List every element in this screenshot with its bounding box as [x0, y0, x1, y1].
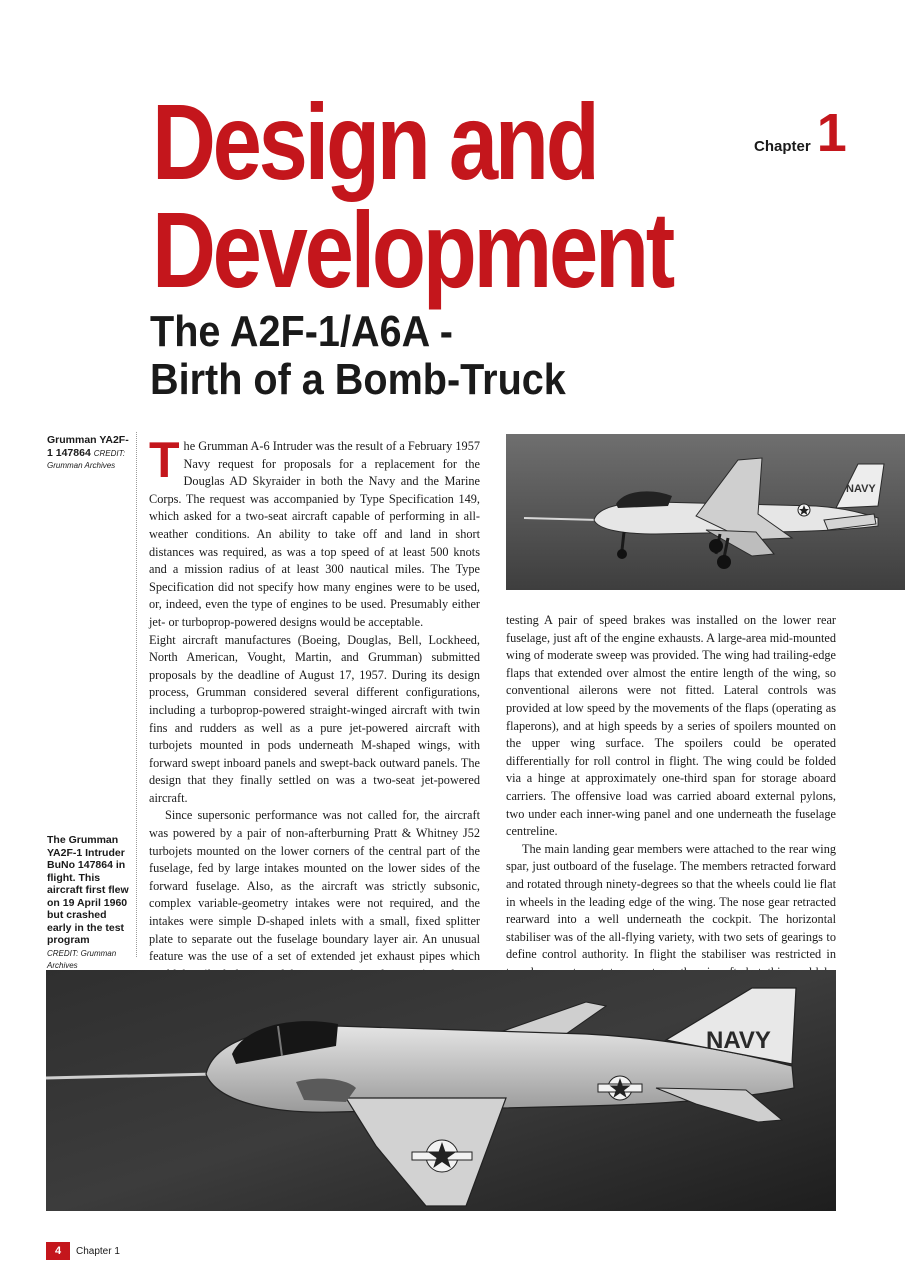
body-column-2 [506, 612, 836, 999]
subtitle-line-2: Birth of a Bomb-Truck [150, 355, 566, 404]
subtitle-line-1: The A2F-1/A6A - [150, 307, 453, 356]
paragraph-2: Eight aircraft manufactures (Boeing, Douglas, Bell, Lockheed, North American, Vought, Martin, and Grumman) submitted proposals by the deadline of August 17, 1957. During its design process, Grumman considered several different configurations, including a turboprop-powered straight-winged aircraft with twin fins and rudders as well as a pure jet-powered aircraft with turbojets mounted in pods underneath M-shaped wings, with forward swept inboard panels and swept-back outward panels. The design that they finally settled on was a two-seat jet-powered aircraft. [149, 632, 480, 805]
caption-top-credit: CREDIT: Grumman Archives [47, 448, 126, 470]
paragraph-1 [149, 432, 480, 632]
paragraph-4: testing A pair of speed brakes was installed on the lower rear fuselage, just aft of the engine exhausts. A large-area mid-mounted wing of moderate sweep was provided. The wing had trailing-edge flaps that extended over almost the entire length of the wing, so conventional ailerons were not fitted. Lateral controls was provided at low speed by the movements of the flaps (operating as flaperons), and at high speeds by a series of spoilers mounted on the upper wing surface. The spoilers could be operated differentially for roll control in flight. The wing could be folded via a hinge at approximately one-third span for storage aboard carriers. The offensive load was carried aboard external pylons, two under each inner-wing panel and one underneath the fuselage centreline. [506, 613, 836, 839]
body-column-1 [149, 432, 480, 1019]
title-line-1: Design and [152, 81, 597, 202]
caption-bottom [47, 834, 129, 972]
paragraph-3: Since supersonic performance was not called for, the aircraft was powered by a pair of non-afterburning Pratt & Whitney J52 turbojets mounted on the lower corners of the central part of the fuselage, fed by large intakes mounted on the lower sides of the forward fuselage. Also, as the aircraft was strictly subsonic, complex variable-geometry intakes were not required, and the intakes were simple D-shaped inlets with a small, fixed splitter plate to separate out the fuselage boundary layer air. An unusual feature was the use of a set of extended jet exhaust pipes which [149, 808, 480, 964]
caption-bottom-credit: CREDIT: Grumman Archives [47, 948, 117, 970]
chapter-number: 1 [816, 103, 847, 163]
drop-cap: T [149, 432, 180, 488]
caption-bottom-text: The Grumman YA2F-1 Intruder BuNo 147864 in flight. This aircraft first flew on 19 April 1960 but crashed early in the test program [47, 834, 129, 946]
caption-top-text: Grumman YA2F-1 147864 [47, 434, 129, 459]
chapter-title [152, 81, 673, 310]
chapter-subtitle [150, 308, 566, 404]
chapter-label: Chapter [754, 138, 811, 155]
page-footer [46, 1242, 120, 1260]
aircraft-photo-2 [46, 970, 836, 1211]
tail-marking-1: NAVY [846, 483, 876, 495]
caption-top [47, 434, 129, 472]
title-line-2: Development [152, 189, 673, 310]
page-number: 4 [46, 1242, 70, 1260]
tail-marking-2: NAVY [706, 1027, 771, 1054]
aircraft-photo-1 [506, 434, 905, 590]
footer-chapter-label: Chapter 1 [76, 1245, 120, 1257]
paragraph-5: The main landing gear members were attached to the rear wing spar, just outboard of the fuselage. The members retracted forward and rotated through ninety-degrees so that the wheels could lie flat in wheels in the leading edge of the wing. The nose gear retracted rearward into a well underneath the cockpit. The horizontal stabiliser was of the all-flying variety, with two sets of gearings to define control authority. In flight the stabiliser was restricted in [506, 841, 836, 962]
margin-divider [136, 432, 137, 957]
paragraph-1-text: he Grumman A-6 Intruder was the result of a February 1957 Navy request for proposals for a replacement for the Douglas AD Skyraider in both the Navy and the Marine Corps. The request was accompanied by Type Specification 149, which asked for a two-seat aircraft capable of performing in all-weather conditions. An ability to take off and land in short distances was required, as was a top speed of at least 500 knots and a mission radius of at least 300 nautical miles. The Type Specification did not specify how many engines were to be used, or, indeed, even the type of engines to be used. Presumably either jet- or turboprop-powered designs would be acceptable. [149, 439, 480, 629]
photo-intruder-gear-down [506, 434, 905, 590]
chapter-tag [754, 103, 847, 163]
photo-intruder-in-flight [46, 970, 836, 1211]
